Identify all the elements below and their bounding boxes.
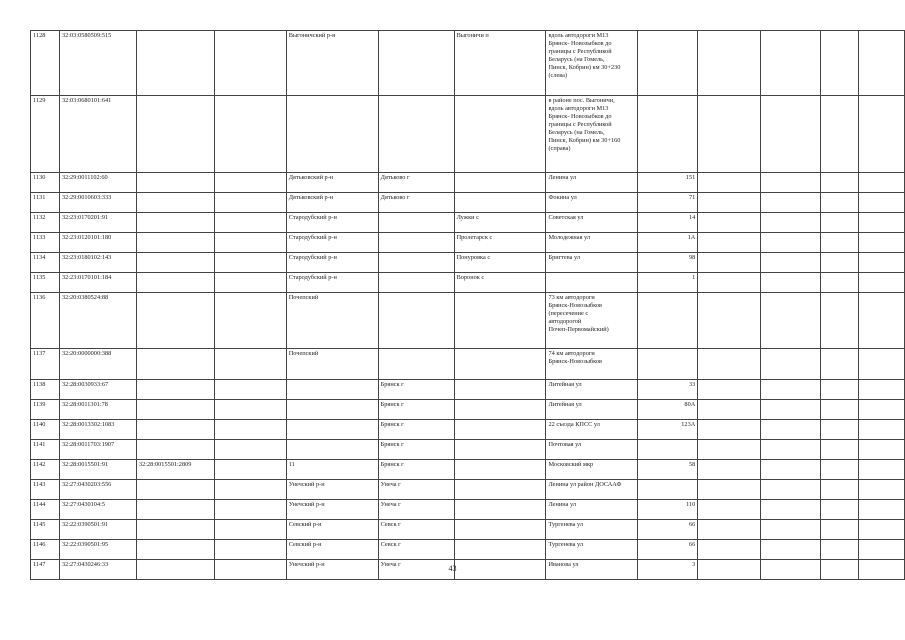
table-cell <box>698 480 761 500</box>
table-cell: Почепский <box>286 293 378 349</box>
table-cell <box>454 400 546 420</box>
table-cell <box>136 420 214 440</box>
table-cell <box>821 193 859 213</box>
table-cell <box>378 213 454 233</box>
table-cell <box>761 349 821 380</box>
table-cell: Брянск г <box>378 440 454 460</box>
table-cell <box>761 233 821 253</box>
table-cell: в районе пос. Выгоничи, вдоль автодороги М13 Брянск- Новозыбков до границы с Республикой Беларусь (на Гомель, Пинск, Кобрин) км 30+160 (справа) <box>546 96 638 173</box>
table-cell <box>136 520 214 540</box>
table-cell <box>761 440 821 460</box>
table-cell: 32:28:0015501:2809 <box>136 460 214 480</box>
table-cell <box>821 213 859 233</box>
table-cell: Выгоничский р-н <box>286 31 378 96</box>
table-cell: Ленина ул <box>546 500 638 520</box>
table-cell <box>214 253 286 273</box>
table-cell: 1145 <box>31 520 60 540</box>
table-cell: 1135 <box>31 273 60 293</box>
table-cell: 32:03:0580509:515 <box>59 31 136 96</box>
table-cell: 1128 <box>31 31 60 96</box>
table-cell: 1131 <box>31 193 60 213</box>
table-cell <box>761 500 821 520</box>
table-cell <box>698 440 761 460</box>
table-cell <box>454 173 546 193</box>
table-cell <box>859 193 905 213</box>
table-cell <box>859 273 905 293</box>
table-cell <box>214 31 286 96</box>
table-cell <box>286 400 378 420</box>
table-cell <box>859 31 905 96</box>
table-cell <box>136 253 214 273</box>
table-cell: Литейная ул <box>546 400 638 420</box>
table-cell <box>821 96 859 173</box>
table-cell: Дятьково г <box>378 173 454 193</box>
table-cell <box>698 400 761 420</box>
table-cell: 123А <box>638 420 698 440</box>
table-row <box>31 420 905 440</box>
table-cell: Выгоничи п <box>454 31 546 96</box>
table-cell: Лужки с <box>454 213 546 233</box>
table-cell <box>761 540 821 560</box>
table-cell <box>638 440 698 460</box>
table-cell <box>136 173 214 193</box>
table-row <box>31 96 905 173</box>
table-cell: 1144 <box>31 500 60 520</box>
table-cell: 32:03:0680101:641 <box>59 96 136 173</box>
table-row <box>31 500 905 520</box>
table-cell <box>214 293 286 349</box>
table-cell <box>136 193 214 213</box>
table-cell: 1137 <box>31 349 60 380</box>
table-cell <box>761 520 821 540</box>
table-cell: Унечский р-н <box>286 560 378 580</box>
table-cell: Пролетарск с <box>454 233 546 253</box>
table-row <box>31 440 905 460</box>
table-cell: 32:27:0430246:33 <box>59 560 136 580</box>
table-cell <box>454 293 546 349</box>
table-cell: 1 <box>638 273 698 293</box>
table-row <box>31 233 905 253</box>
table-cell <box>821 520 859 540</box>
table-cell: 1138 <box>31 380 60 400</box>
table-cell <box>761 253 821 273</box>
table-cell <box>214 349 286 380</box>
table-cell <box>378 96 454 173</box>
table-cell <box>136 96 214 173</box>
table-cell: 1140 <box>31 420 60 440</box>
table-cell <box>859 500 905 520</box>
table-cell <box>214 173 286 193</box>
table-cell: 32:23:0180102:143 <box>59 253 136 273</box>
table-cell <box>136 293 214 349</box>
table-cell <box>454 540 546 560</box>
table-cell: Тургенева ул <box>546 540 638 560</box>
table-row <box>31 480 905 500</box>
table-cell: 1130 <box>31 173 60 193</box>
table-cell: 1134 <box>31 253 60 273</box>
table-cell: 1133 <box>31 233 60 253</box>
table-cell <box>136 273 214 293</box>
table-cell <box>136 213 214 233</box>
table-cell: Стародубский р-н <box>286 253 378 273</box>
table-cell <box>214 500 286 520</box>
table-cell <box>136 500 214 520</box>
table-cell: Дятьковский р-н <box>286 173 378 193</box>
table-cell: Брянск г <box>378 380 454 400</box>
data-table <box>30 30 905 580</box>
table-cell <box>821 440 859 460</box>
table-cell <box>859 400 905 420</box>
table-cell <box>761 173 821 193</box>
table-cell: Брянск г <box>378 400 454 420</box>
table-cell <box>859 96 905 173</box>
table-cell <box>378 293 454 349</box>
table-cell <box>821 500 859 520</box>
table-cell <box>454 480 546 500</box>
table-cell: 71 <box>638 193 698 213</box>
table-cell: 32:28:0015501:91 <box>59 460 136 480</box>
table-cell: 32:20:0000000:388 <box>59 349 136 380</box>
table-cell <box>286 380 378 400</box>
table-cell <box>821 349 859 380</box>
table-cell: 32:29:0011102:60 <box>59 173 136 193</box>
table-cell <box>638 480 698 500</box>
table-cell <box>859 380 905 400</box>
table-row <box>31 31 905 96</box>
table-cell <box>761 96 821 173</box>
table-cell: 66 <box>638 540 698 560</box>
table-cell: 32:28:0011301:78 <box>59 400 136 420</box>
table-cell <box>698 420 761 440</box>
table-cell <box>378 273 454 293</box>
table-cell <box>638 349 698 380</box>
table-cell: 32:28:0013302:1083 <box>59 420 136 440</box>
table-cell <box>214 400 286 420</box>
table-cell <box>698 500 761 520</box>
table-cell: Брянск г <box>378 420 454 440</box>
page-number: 43 <box>448 564 457 573</box>
table-cell <box>859 253 905 273</box>
table-body <box>31 31 905 580</box>
table-cell <box>761 273 821 293</box>
table-cell: Унеча г <box>378 480 454 500</box>
table-cell <box>698 273 761 293</box>
table-cell <box>761 31 821 96</box>
table-cell <box>454 520 546 540</box>
table-cell <box>286 440 378 460</box>
table-cell <box>821 380 859 400</box>
table-cell <box>378 349 454 380</box>
table-cell: Унечский р-н <box>286 500 378 520</box>
table-row <box>31 349 905 380</box>
table-cell <box>859 173 905 193</box>
table-cell <box>214 96 286 173</box>
table-cell <box>859 293 905 349</box>
table-cell <box>698 31 761 96</box>
table-cell: 32:23:0170201:91 <box>59 213 136 233</box>
table-cell: Литейная ул <box>546 380 638 400</box>
table-cell <box>761 460 821 480</box>
table-cell: Тургенева ул <box>546 520 638 540</box>
table-cell: Почтовая ул <box>546 440 638 460</box>
table-row <box>31 520 905 540</box>
table-cell <box>698 380 761 400</box>
table-cell <box>214 540 286 560</box>
table-cell <box>698 293 761 349</box>
table-cell <box>698 253 761 273</box>
table-cell: 14 <box>638 213 698 233</box>
table-cell <box>378 233 454 253</box>
table-cell <box>859 233 905 253</box>
table-cell: 151 <box>638 173 698 193</box>
table-cell: 1146 <box>31 540 60 560</box>
table-cell: 1132 <box>31 213 60 233</box>
table-cell <box>698 213 761 233</box>
table-cell <box>214 380 286 400</box>
table-cell: Брянск г <box>378 460 454 480</box>
table-cell <box>454 460 546 480</box>
table-cell: Воронок с <box>454 273 546 293</box>
table-row <box>31 273 905 293</box>
table-cell: 32:23:0120101:180 <box>59 233 136 253</box>
table-cell: 3 <box>638 560 698 580</box>
table-row <box>31 193 905 213</box>
table-cell: Ленина ул район ДОСААФ <box>546 480 638 500</box>
table-cell <box>761 380 821 400</box>
table-cell: 32:27:0430104:5 <box>59 500 136 520</box>
table-cell: 98 <box>638 253 698 273</box>
table-row <box>31 400 905 420</box>
table-cell <box>454 96 546 173</box>
table-cell <box>761 400 821 420</box>
table-cell: Дятьковский р-н <box>286 193 378 213</box>
table-cell: Севск г <box>378 520 454 540</box>
table-cell <box>286 420 378 440</box>
table-cell <box>859 460 905 480</box>
table-cell: Бригтева ул <box>546 253 638 273</box>
table-cell: 110 <box>638 500 698 520</box>
table-cell: Севск г <box>378 540 454 560</box>
table-cell: 1136 <box>31 293 60 349</box>
table-cell <box>638 293 698 349</box>
table-cell: 58 <box>638 460 698 480</box>
table-row <box>31 253 905 273</box>
table-cell: Стародубский р-н <box>286 273 378 293</box>
table-row <box>31 213 905 233</box>
table-row <box>31 293 905 349</box>
table-cell <box>859 540 905 560</box>
table-cell <box>698 233 761 253</box>
table-cell <box>821 293 859 349</box>
table-cell: 1139 <box>31 400 60 420</box>
table-cell: 1А <box>638 233 698 253</box>
table-cell: 11 <box>286 460 378 480</box>
table-cell: 32:22:0390501:95 <box>59 540 136 560</box>
table-cell <box>821 400 859 420</box>
table-cell <box>214 213 286 233</box>
table-cell: Стародубский р-н <box>286 213 378 233</box>
table-cell: Унеча г <box>378 500 454 520</box>
table-cell: 32:20:0380524:88 <box>59 293 136 349</box>
table-cell: 80А <box>638 400 698 420</box>
table-cell: Фокина ул <box>546 193 638 213</box>
table-cell <box>214 460 286 480</box>
table-cell <box>214 420 286 440</box>
table-cell <box>214 273 286 293</box>
table-cell: 32:27:0430203:556 <box>59 480 136 500</box>
table-cell: Молодежная ул <box>546 233 638 253</box>
table-cell: 33 <box>638 380 698 400</box>
table-cell <box>698 349 761 380</box>
table-cell <box>821 233 859 253</box>
table-cell <box>136 440 214 460</box>
table-cell <box>821 540 859 560</box>
table-cell: Унечский р-н <box>286 480 378 500</box>
table-cell <box>761 420 821 440</box>
table-cell <box>214 233 286 253</box>
table-cell <box>136 349 214 380</box>
table-cell <box>454 380 546 400</box>
table-cell <box>454 440 546 460</box>
table-cell <box>454 420 546 440</box>
table-cell: Дятьково г <box>378 193 454 213</box>
table-cell <box>136 480 214 500</box>
table-cell: 73 км автодороги Брянск-Новозыбков (пересечение с автодорогой Почеп-Первомайский) <box>546 293 638 349</box>
table-cell <box>859 420 905 440</box>
table-cell <box>821 31 859 96</box>
table-cell <box>859 440 905 460</box>
table-cell: Советская ул <box>546 213 638 233</box>
table-cell <box>214 440 286 460</box>
table-cell <box>761 193 821 213</box>
table-cell <box>454 500 546 520</box>
table-cell: 1147 <box>31 560 60 580</box>
table-cell: 22 съезда КПСС ул <box>546 420 638 440</box>
table-cell <box>821 480 859 500</box>
table-cell <box>698 173 761 193</box>
table-cell <box>136 400 214 420</box>
table-cell: Стародубский р-н <box>286 233 378 253</box>
table-cell: Московский мкр <box>546 460 638 480</box>
table-cell: Почепский <box>286 349 378 380</box>
table-row <box>31 540 905 560</box>
table-cell <box>286 96 378 173</box>
table-cell <box>214 480 286 500</box>
table-cell <box>821 173 859 193</box>
table-cell <box>638 31 698 96</box>
table-cell <box>638 96 698 173</box>
table-cell <box>546 273 638 293</box>
table-cell <box>821 460 859 480</box>
table-cell <box>761 213 821 233</box>
table-cell: 66 <box>638 520 698 540</box>
table-cell <box>454 349 546 380</box>
table-cell <box>859 213 905 233</box>
table-cell <box>136 31 214 96</box>
table-cell: 1141 <box>31 440 60 460</box>
table-cell: Иванова ул <box>546 560 638 580</box>
table-cell <box>761 293 821 349</box>
table-cell: 32:22:0390501:91 <box>59 520 136 540</box>
table-cell <box>136 380 214 400</box>
table-cell <box>378 31 454 96</box>
table-row <box>31 173 905 193</box>
table-cell <box>378 253 454 273</box>
table-cell <box>136 233 214 253</box>
table-cell <box>821 253 859 273</box>
table-cell <box>214 193 286 213</box>
table-cell <box>859 480 905 500</box>
table-cell <box>454 193 546 213</box>
table-cell <box>859 349 905 380</box>
table-cell: 1143 <box>31 480 60 500</box>
table-cell: 1142 <box>31 460 60 480</box>
table-cell <box>698 540 761 560</box>
table-cell <box>698 96 761 173</box>
table-cell: 32:28:0011703:1907 <box>59 440 136 460</box>
table-cell <box>761 480 821 500</box>
table-cell: Унеча г <box>378 560 454 580</box>
table-row <box>31 460 905 480</box>
table-cell: Понуровка с <box>454 253 546 273</box>
table-cell: Севский р-н <box>286 520 378 540</box>
table-cell <box>821 420 859 440</box>
table-cell: Ленина ул <box>546 173 638 193</box>
table-cell <box>698 520 761 540</box>
table-cell: 32:23:0170101:184 <box>59 273 136 293</box>
table-cell <box>136 540 214 560</box>
table-cell: вдоль автодороги М13 Брянск- Новозыбков до границы с Республикой Беларусь (на Гомель, Пинск, Кобрин) км 30+230 (слева) <box>546 31 638 96</box>
table-cell <box>698 193 761 213</box>
table-cell: 74 км автодороги Брянск-Новозыбков <box>546 349 638 380</box>
table-cell: 1129 <box>31 96 60 173</box>
table-cell <box>214 520 286 540</box>
table-row <box>31 380 905 400</box>
table-cell <box>698 460 761 480</box>
table-cell: Севский р-н <box>286 540 378 560</box>
table-cell: 32:28:0030933:67 <box>59 380 136 400</box>
table-cell <box>859 520 905 540</box>
table-cell: 32:29:0010603:333 <box>59 193 136 213</box>
table-cell <box>821 273 859 293</box>
